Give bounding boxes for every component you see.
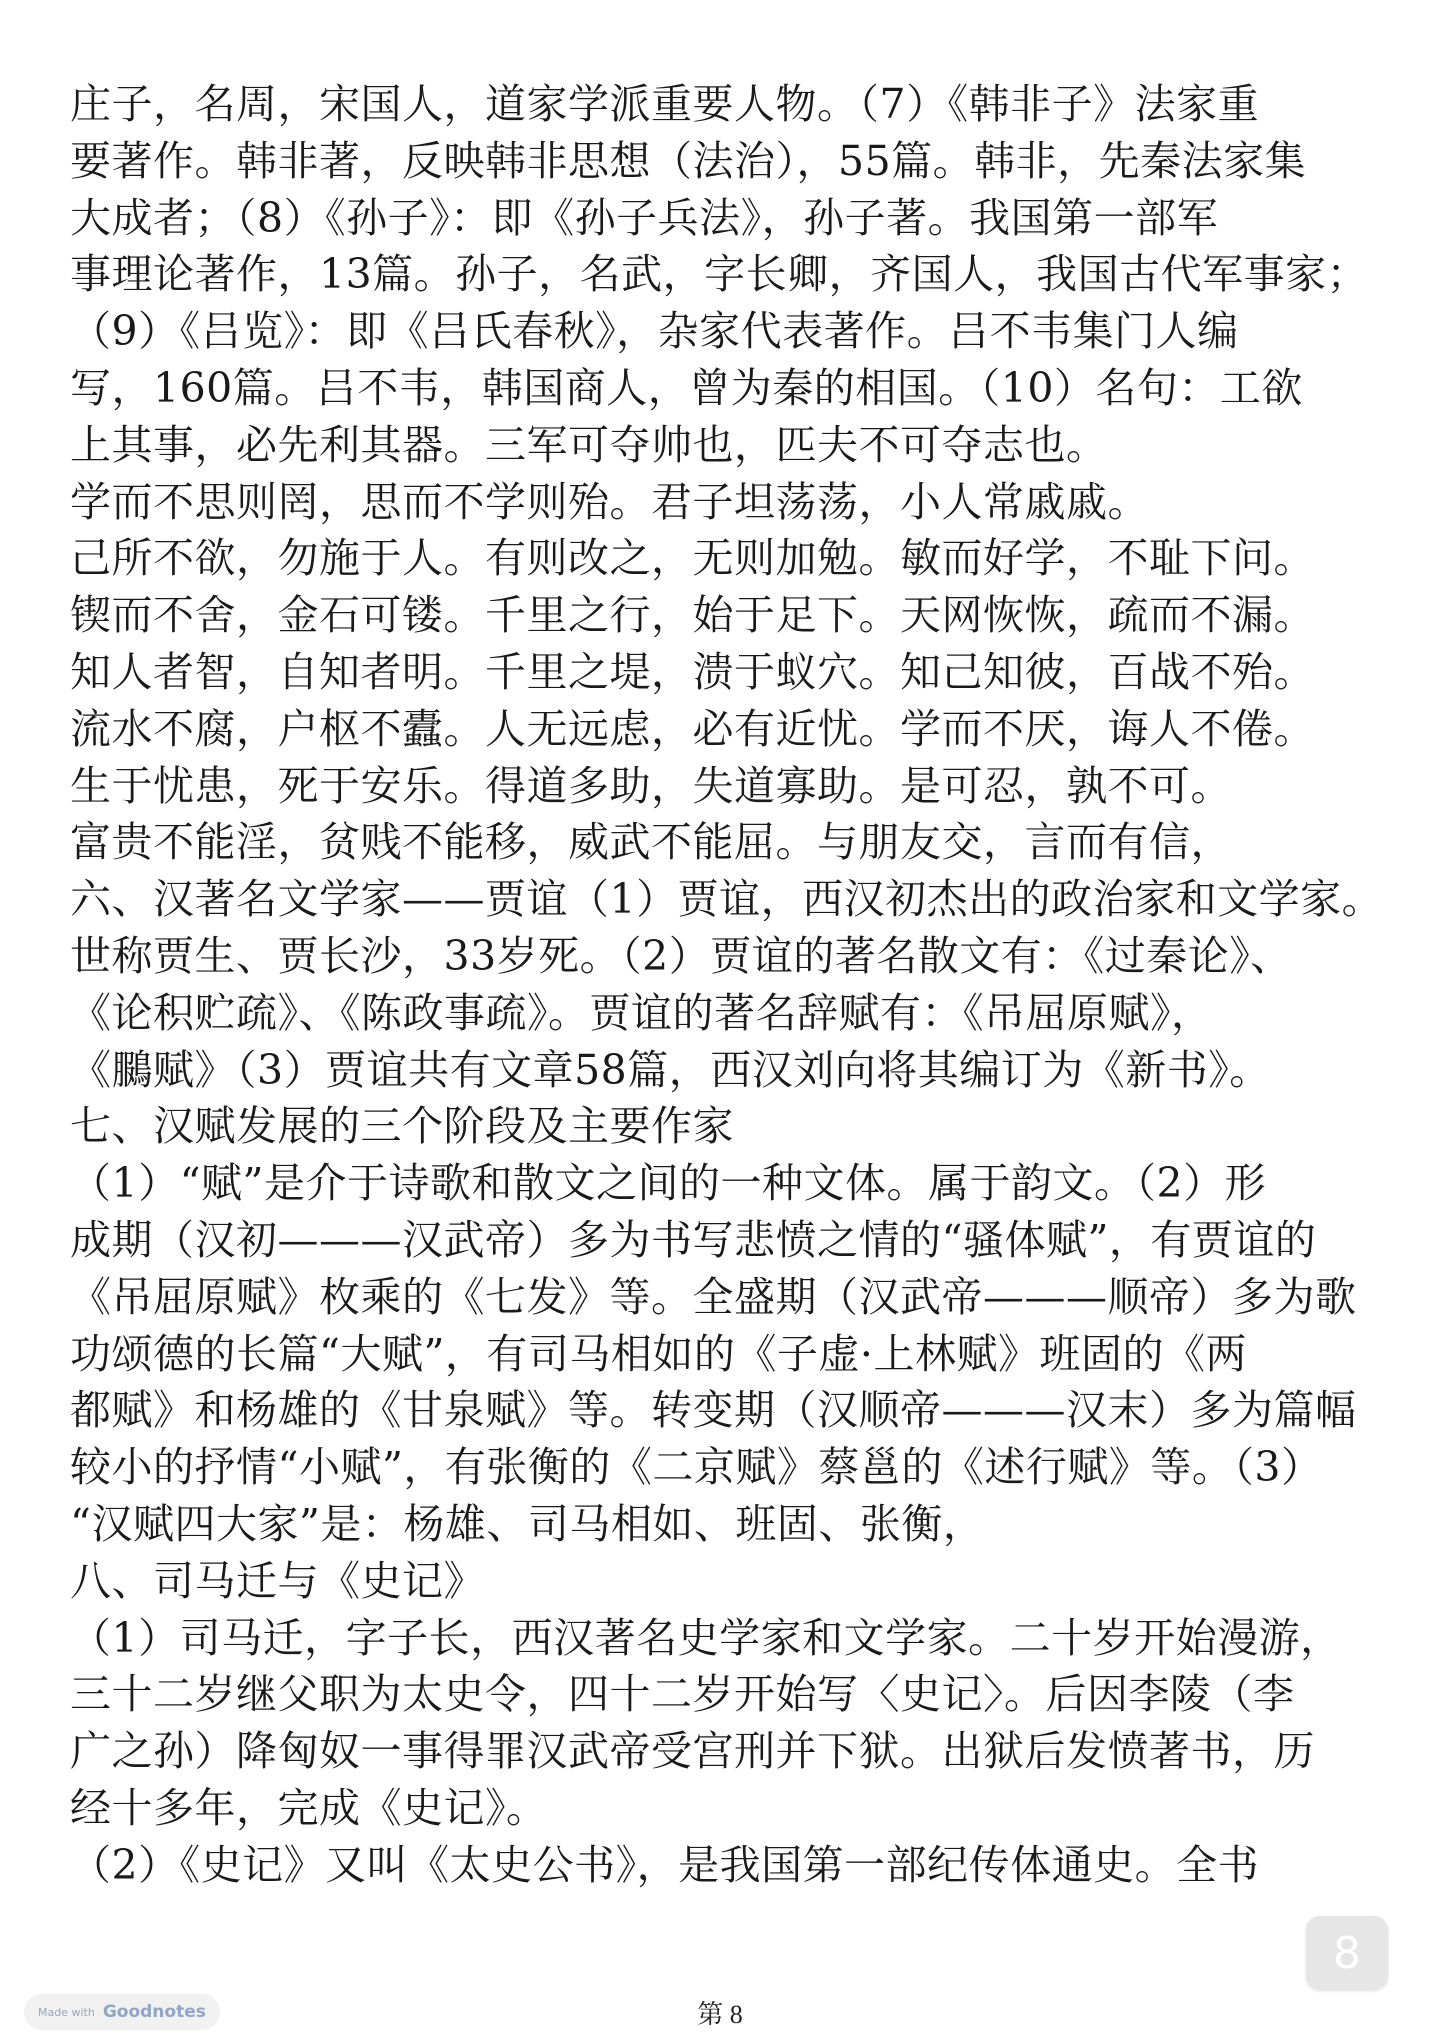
goodnotes-watermark bbox=[24, 1994, 220, 2030]
text-line: 成期（汉初———汉武帝）多为书写悲愤之情的“骚体赋”，有贾谊的 bbox=[70, 1215, 1317, 1264]
text-line: （9）《吕览》：即《吕氏春秋》，杂家代表著作。吕不韦集门人编 bbox=[70, 307, 1239, 356]
text-line: 事理论著作，13篇。孙子，名武，字长卿，齐国人，我国古代军事家； bbox=[70, 250, 1369, 299]
text-line: 知人者智，自知者明。千里之堤，溃于蚁穴。知己知彼，百战不殆。 bbox=[70, 647, 1315, 696]
text-line: （1）“赋”是介于诗歌和散文之间的一种文体。属于韵文。（2）形 bbox=[70, 1159, 1267, 1208]
text-line: 生于忧患，死于安乐。得道多助，失道寡助。是可忍，孰不可。 bbox=[70, 761, 1232, 810]
text-line: 经十多年，完成《史记》。 bbox=[70, 1783, 548, 1832]
text-line: 富贵不能淫，贫贱不能移，威武不能屈。与朋友交，言而有信， bbox=[70, 818, 1232, 867]
text-line: 大成者；（8）《孙子》：即《孙子兵法》，孙子著。我国第一部军 bbox=[70, 193, 1219, 242]
text-line: 己所不欲，勿施于人。有则改之，无则加勉。敏而好学，不耻下问。 bbox=[70, 534, 1315, 583]
text-line: 《鵩赋》（3）贾谊共有文章58篇，西汉刘向将其编订为《新书》。 bbox=[70, 1045, 1271, 1094]
text-line: 功颂德的长篇“大赋”，有司马相如的《子虚·上林赋》班固的《两 bbox=[70, 1329, 1247, 1378]
section-heading-eight: 八、司马迁与《史记》 bbox=[70, 1556, 485, 1605]
text-line: 流水不腐，户枢不蠹。人无远虑，必有近忧。学而不厌，诲人不倦。 bbox=[70, 704, 1315, 753]
text-line: “汉赋四大家”是：杨雄、司马相如、班固、张衡， bbox=[70, 1499, 985, 1548]
handwritten-notes bbox=[70, 76, 1390, 1894]
section-heading-six: 六、汉著名文学家——贾谊（1）贾谊，西汉初杰出的政治家和文学家。 bbox=[70, 875, 1384, 924]
text-line: 学而不思则罔，思而不学则殆。君子坦荡荡，小人常戚戚。 bbox=[70, 477, 1149, 526]
text-line: （1）司马迁，字子长，西汉著名史学家和文学家。二十岁开始漫游， bbox=[70, 1613, 1342, 1662]
text-line: 庄子，名周，宋国人，道家学派重要人物。（7）《韩非子》法家重 bbox=[70, 80, 1260, 128]
made-with-label: Made with bbox=[38, 2005, 95, 2019]
text-line: 世称贾生、贾长沙，33岁死。（2）贾谊的著名散文有：《过秦论》、 bbox=[70, 931, 1292, 980]
text-line: （2）《史记》又叫《太史公书》，是我国第一部纪传体通史。全书 bbox=[70, 1840, 1260, 1889]
text-line: 《论积贮疏》、《陈政事疏》。贾谊的著名辞赋有：《吊屈原赋》， bbox=[70, 988, 1213, 1037]
goodnotes-brand: Goodnotes bbox=[102, 2002, 206, 2022]
section-heading-seven: 七、汉赋发展的三个阶段及主要作家 bbox=[70, 1102, 734, 1151]
footer-page-number: 第 8 bbox=[697, 2000, 743, 2029]
text-line: 《吊屈原赋》枚乘的《七发》等。全盛期（汉武帝———顺帝）多为歌 bbox=[70, 1272, 1357, 1321]
text-line: 写，160篇。吕不韦，韩国商人，曾为秦的相国。（10）名句：工欲 bbox=[70, 363, 1303, 412]
text-line: 三十二岁继父职为太史令，四十二岁开始写〈史记〉。后因李陵（李 bbox=[70, 1670, 1295, 1719]
text-line: 锲而不舍，金石可镂。千里之行，始于足下。天网恢恢，疏而不漏。 bbox=[70, 591, 1315, 640]
text-line: 都赋》和杨雄的《甘泉赋》等。转变期（汉顺帝———汉末）多为篇幅 bbox=[70, 1386, 1357, 1435]
text-line: 上其事，必先利其器。三军可夺帅也，匹夫不可夺志也。 bbox=[70, 420, 1108, 469]
page-number-badge-label: 8 bbox=[1333, 1927, 1361, 1979]
page-number-badge[interactable] bbox=[1306, 1916, 1388, 1990]
text-line: 较小的抒情“小赋”，有张衡的《二京赋》蔡邕的《述行赋》等。（3） bbox=[70, 1443, 1323, 1492]
text-line: 广之孙）降匈奴一事得罪汉武帝受宫刑并下狱。出狱后发愤著书，历 bbox=[70, 1727, 1315, 1776]
text-line: 要著作。韩非著，反映韩非思想（法治），55篇。韩非，先秦法家集 bbox=[70, 136, 1307, 185]
